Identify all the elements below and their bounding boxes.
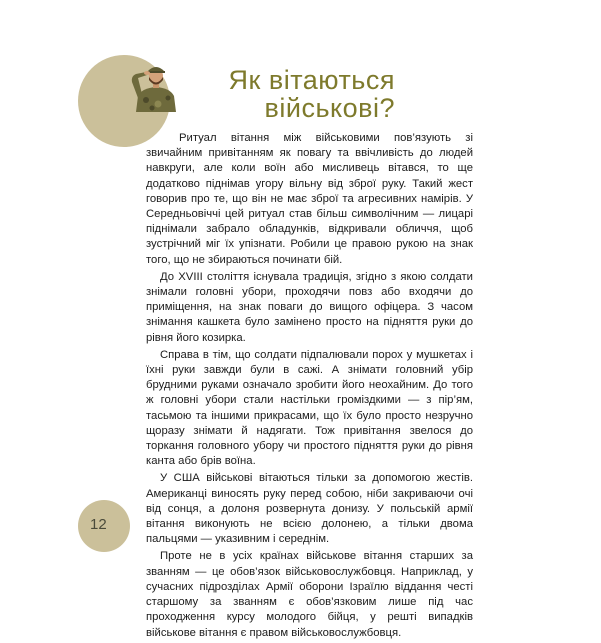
paragraph: Ритуал вітання між військовими пов’язують зі звичайним привітанням як повагу та ввічливість до людей навкруги, але коли воїн або мисливець вітався, то ще додатково піднімав угору вільну від зброї руку. Такий жест говорив про те, що він не має зброї та агресивних намірів. У Середньовіччі цей ритуал став більш символічним — лицарі піднімали забрало обладунків, відкривали обличчя, щоб зустрічний міг їх упізнати. Робили це правою рукою на знак того, що не збираються починати бій. [146, 132, 473, 266]
article-body [146, 131, 473, 643]
paragraph: До XVIII століття існувала традиція, згідно з якою солдати знімали головні убори, проходячи повз або входячи до приміщення, на знак поваги до вищого офіцера. З часом знімання кашкета було замінено просто на підняття руки до рівня його козирка. [146, 270, 473, 344]
paragraph: Справа в тім, що солдати підпалювали порох у мушкетах і їхні руки завжди були в сажі. А знімати головний убір брудними руками означало зробити його неохайним. До того ж головні убори стали настільки громіздкими — з пір’ям, тасьмою та іншими прикрасами, що їх було просто незручно щоразу знімати й надягати. Тож привітання звелося до торкання головного убору чи простого підняття руки до рівня канта або брів воїна. [146, 348, 473, 468]
page-title [225, 66, 395, 122]
page-number: 12 [90, 516, 107, 533]
title-line-1: Як вітаються [228, 65, 395, 95]
paragraph: У США військові вітаються тільки за допомогою жестів. Американці виносять руку перед собою, ніби закриваючи очі від сонця, а долоня розвернута донизу. У польській армії вітання виконують не всією долонею, а тільки двома пальцями — указивним і середнім. [146, 472, 473, 546]
saluting-soldier-icon [128, 62, 184, 112]
title-line-2: військові? [264, 93, 395, 123]
paragraph: Проте не в усіх країнах військове вітання старших за званням — це обов’язок військовослужбовця. Наприклад, у сучасних підрозділах Армії оборони Ізраїлю віддання честі старшому за званням є обов’язковим лише під час проходження курсу молодого бійця, у решті випадків військове вітання є правом військовослужбовця. [146, 550, 473, 639]
